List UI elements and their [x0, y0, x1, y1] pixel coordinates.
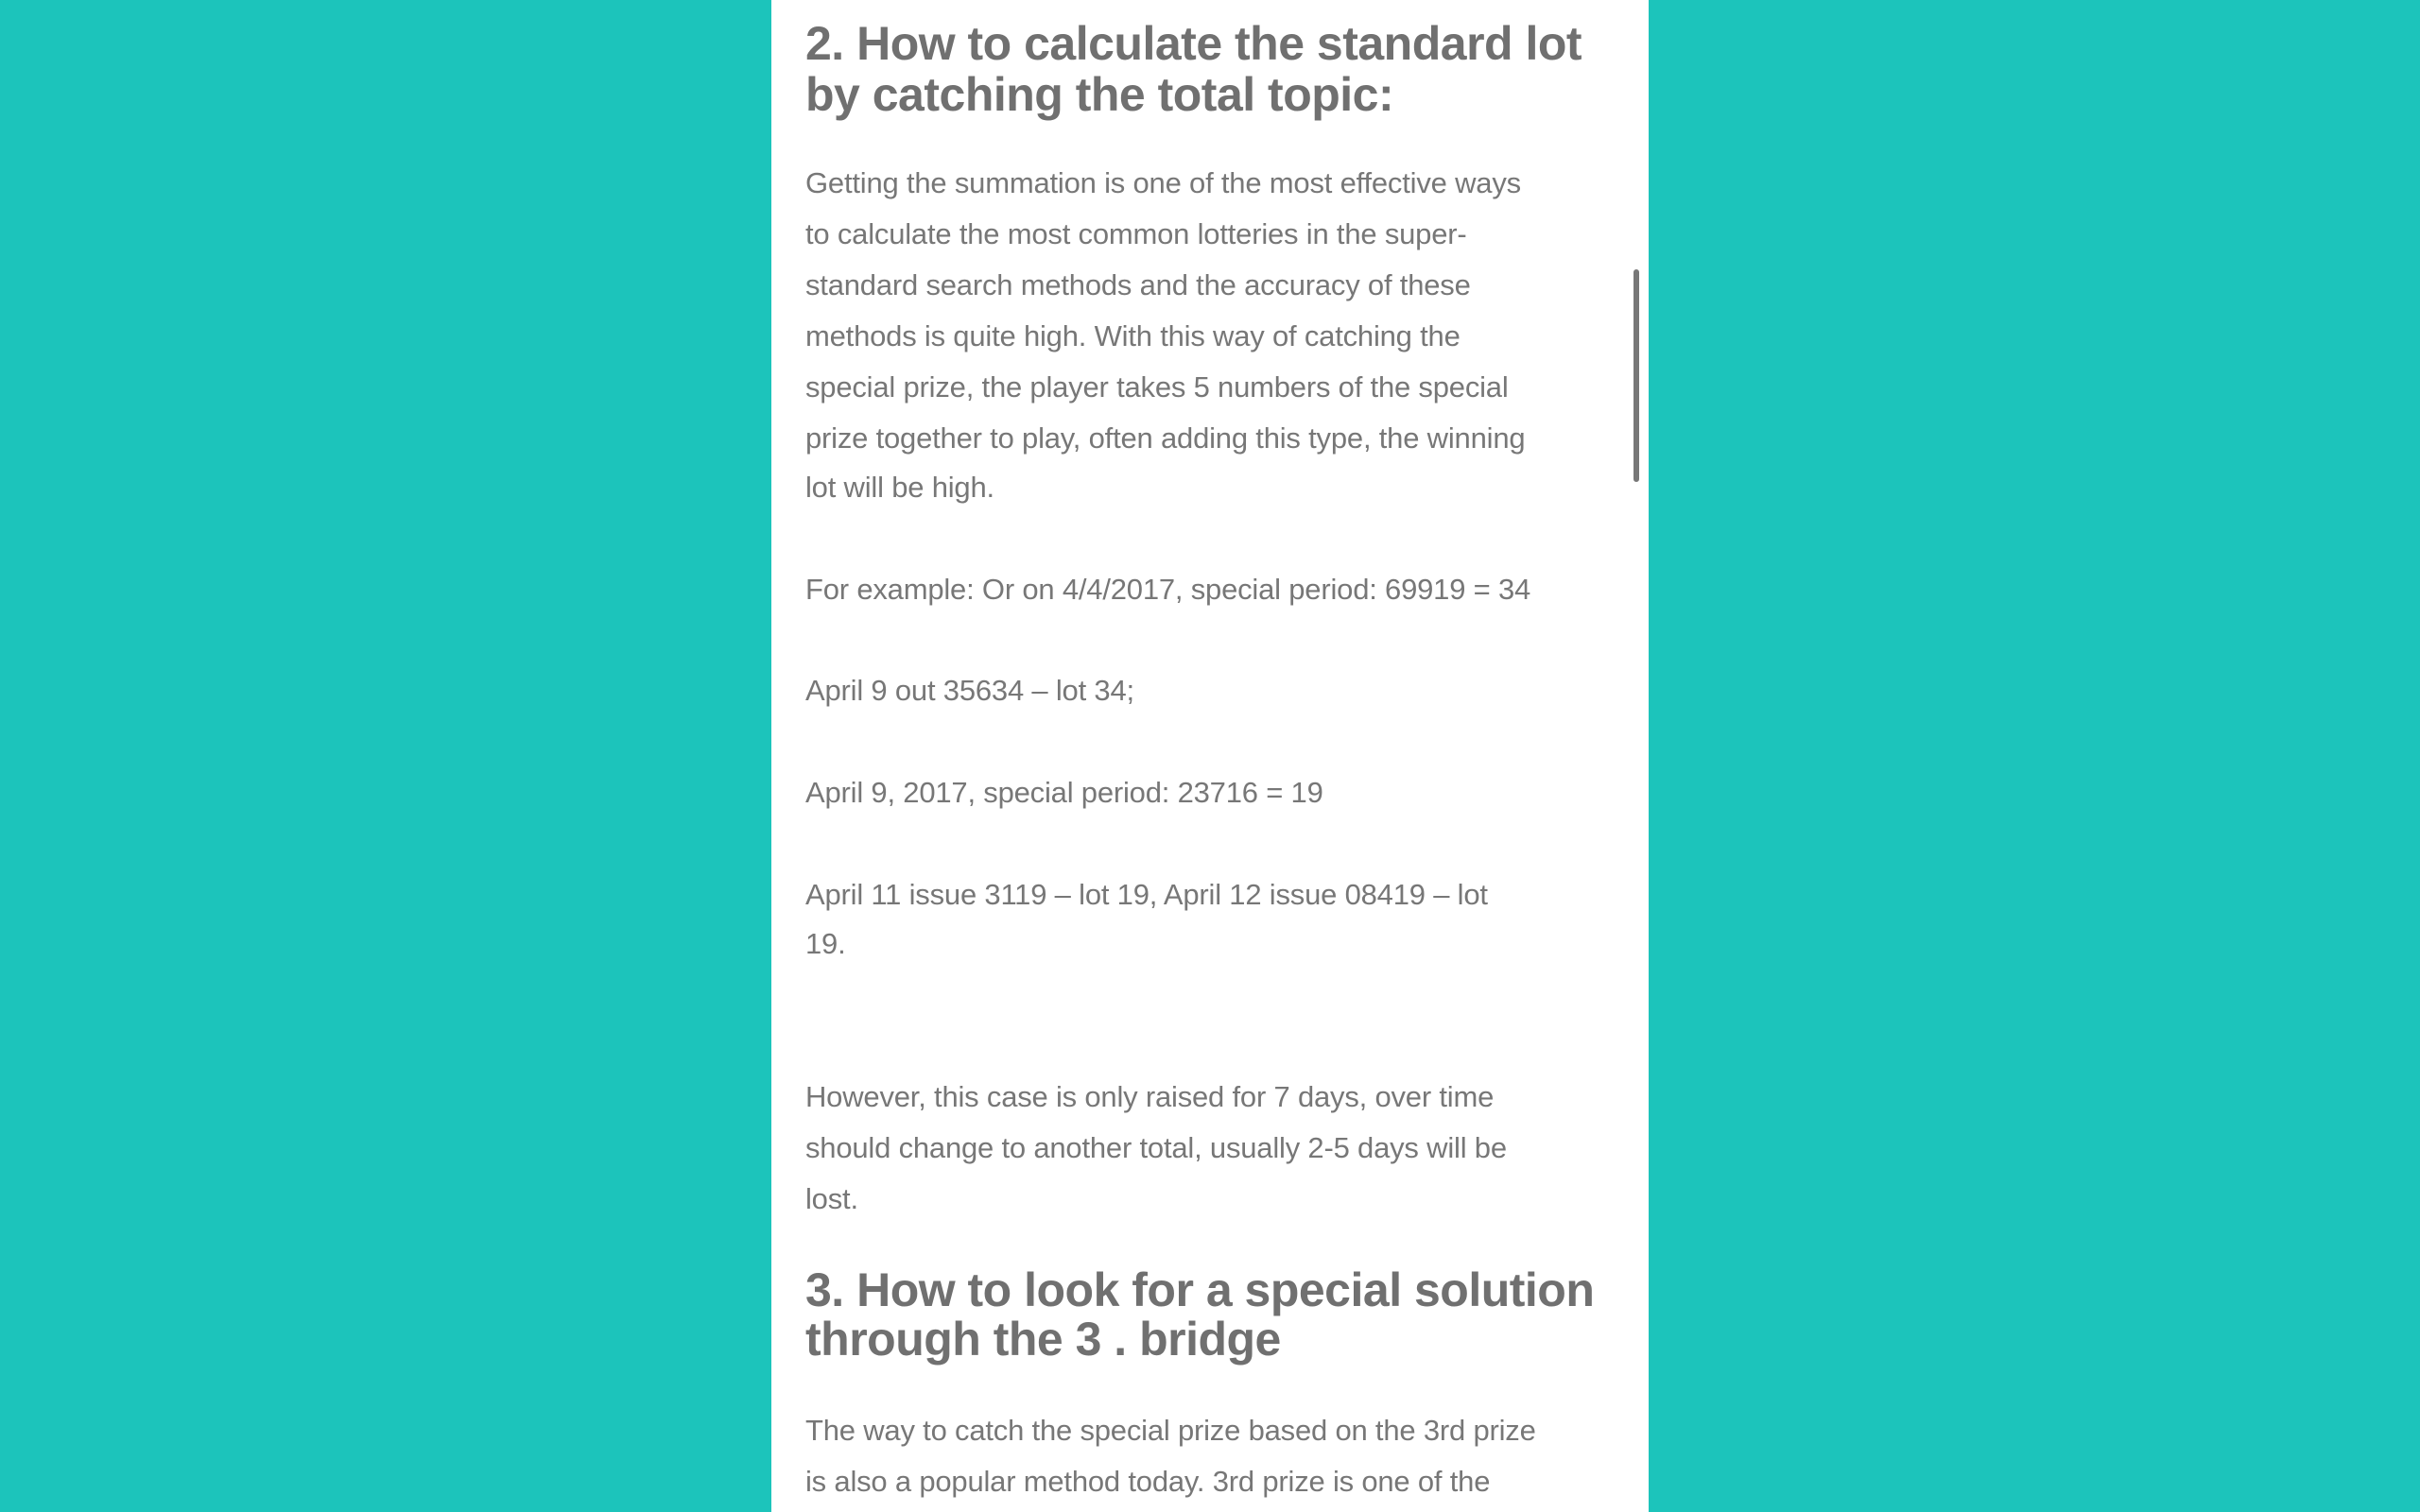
paragraph-line: prize together to play, often adding this type, the winning — [805, 421, 1526, 455]
scrollbar-thumb[interactable] — [1634, 269, 1639, 482]
article-content — [771, 0, 1649, 1512]
paragraph-line: to calculate the most common lotteries in the super- — [805, 217, 1467, 250]
example-line: April 9 out 35634 – lot 34; — [805, 674, 1134, 707]
paragraph-line: standard search methods and the accuracy of these — [805, 268, 1471, 301]
example-line: For example: Or on 4/4/2017, special period: 69919 = 34 — [805, 573, 1531, 606]
example-line: April 9, 2017, special period: 23716 = 19 — [805, 776, 1323, 809]
paragraph-line: Getting the summation is one of the most effective ways — [805, 166, 1521, 199]
section-3-heading: 3. How to look for a special solution — [805, 1263, 1595, 1316]
paragraph-line: lot will be high. — [805, 471, 994, 504]
paragraph-line: special prize, the player takes 5 numbers of the special — [805, 370, 1509, 404]
example-line: 19. — [805, 927, 846, 960]
note-line: However, this case is only raised for 7 days, over time — [805, 1080, 1495, 1113]
note-line: should change to another total, usually 2-5 days will be — [805, 1131, 1507, 1164]
section-3-heading: through the 3 . bridge — [805, 1313, 1281, 1366]
paragraph-line: methods is quite high. With this way of catching the — [805, 319, 1461, 352]
paragraph-line: is also a popular method today. 3rd prize is one of the — [805, 1465, 1491, 1498]
note-line: lost. — [805, 1182, 858, 1215]
section-2-heading: by catching the total topic: — [805, 68, 1394, 121]
paragraph-line: The way to catch the special prize based on the 3rd prize — [805, 1414, 1536, 1447]
example-line: April 11 issue 3119 – lot 19, April 12 issue 08419 – lot — [805, 878, 1488, 911]
section-2-heading: 2. How to calculate the standard lot — [805, 17, 1582, 70]
